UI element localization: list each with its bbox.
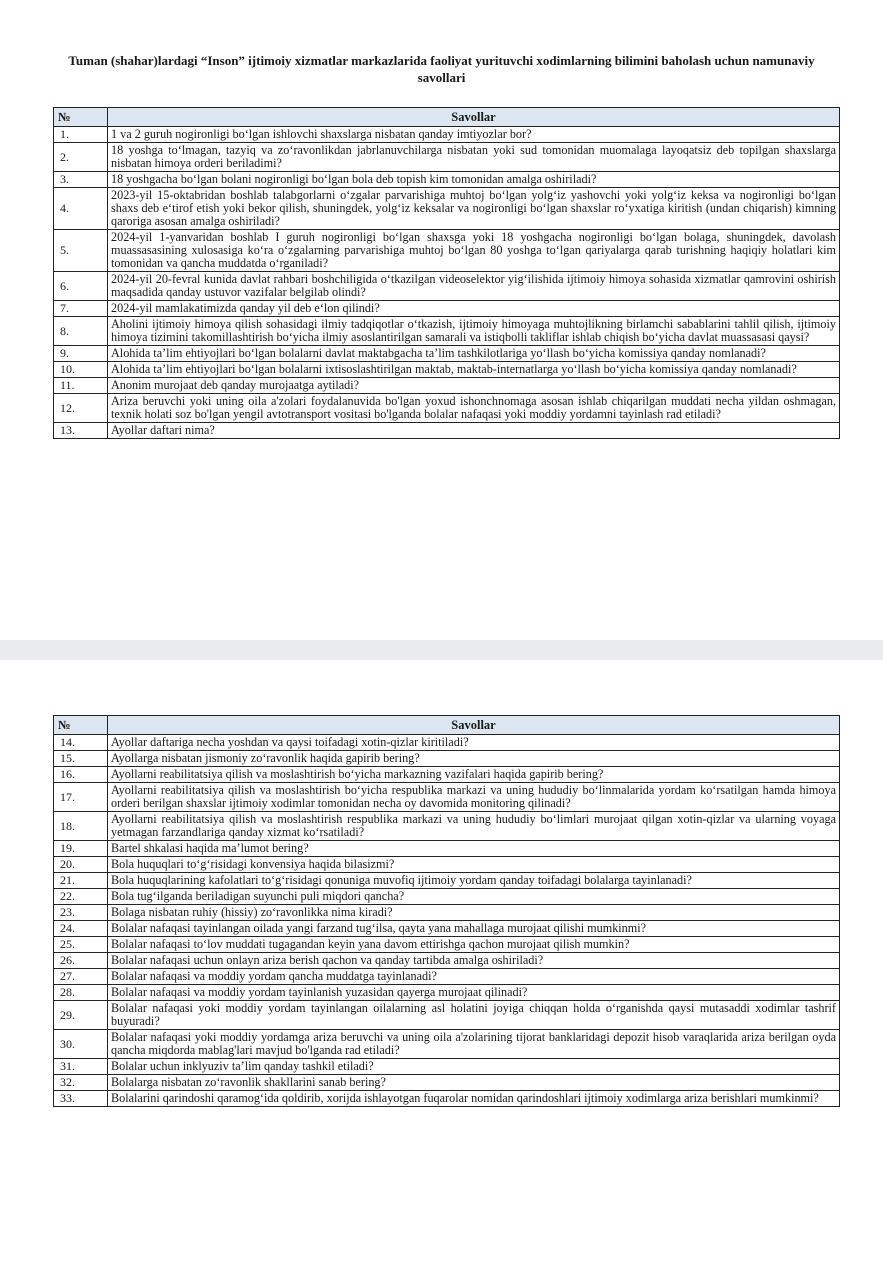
question-text: Bola tug‘ilganda beriladigan suyunchi puli miqdori qancha? [108, 889, 840, 905]
question-number: 5. [54, 230, 108, 272]
number-column-header: № [54, 716, 108, 735]
table-row [54, 127, 840, 143]
question-text: Bolalar nafaqasi to‘lov muddati tugagandan keyin yana davom ettirishga qachon murojaat qilish mumkin? [108, 937, 840, 953]
table-row [54, 751, 840, 767]
question-number: 31. [54, 1059, 108, 1075]
table-row [54, 889, 840, 905]
table-row [54, 301, 840, 317]
question-number: 10. [54, 362, 108, 378]
question-number: 23. [54, 905, 108, 921]
question-text: Ayollarni reabilitatsiya qilish va moslashtirish respublika markazi va uning hududiy bo‘limlari murojaat qilgan xotin-qizlar va ularning voyaga yetmagan farzandlariga qanday xizmat ko‘rsatiladi? [108, 812, 840, 841]
question-number: 13. [54, 423, 108, 439]
question-text: Ayollarni reabilitatsiya qilish va moslashtirish bo‘yicha markazning vazifalari haqida gapirib bering? [108, 767, 840, 783]
question-number: 27. [54, 969, 108, 985]
table-row [54, 969, 840, 985]
question-number: 30. [54, 1030, 108, 1059]
table-row [54, 1030, 840, 1059]
table-row [54, 905, 840, 921]
question-number: 26. [54, 953, 108, 969]
table-row [54, 1059, 840, 1075]
table-row [54, 841, 840, 857]
question-text: Ayollar daftariga necha yoshdan va qaysi toifadagi xotin-qizlar kiritiladi? [108, 735, 840, 751]
question-number: 7. [54, 301, 108, 317]
table-row [54, 1075, 840, 1091]
question-text: 2023-yil 15-oktabridan boshlab talabgorlarni o‘zgalar parvarishiga muhtoj bo‘lgan yolg‘iz yashovchi yoki yolg‘iz keksa va nogironligi bo‘lgan shaxs deb e‘tirof etish yoki bekor qilish, shuningdek, yolg‘iz keksalar va nogironligi bo‘lgan shaxslar ro‘yxatiga kiritish (undan chiqarish) kimning qaroriga asosan amalga oshiriladi? [108, 188, 840, 230]
question-number: 16. [54, 767, 108, 783]
question-text: Bolalarini qarindoshi qaramog‘ida qoldirib, xorijda ishlayotgan fuqarolar nomidan qarindoshlari ijtimoiy xodimlarga ariza berishlari mumkinmi? [108, 1091, 840, 1107]
question-number: 2. [54, 143, 108, 172]
question-text: Bartel shkalasi haqida ma’lumot bering? [108, 841, 840, 857]
table-row [54, 767, 840, 783]
question-number: 29. [54, 1001, 108, 1030]
table-row [54, 346, 840, 362]
question-number: 18. [54, 812, 108, 841]
table-row [54, 1001, 840, 1030]
question-text: 2024-yil 20-fevral kunida davlat rahbari boshchiligida o‘tkazilgan videoselektor yig‘ilishida ijtimoiy himoya sohasida xizmatlar qamrovini oshirish maqsadida qanday ustuvor vazifalar belgilab olindi? [108, 272, 840, 301]
question-text: 18 yoshgacha bo‘lgan bolani nogironligi bo‘lgan bola deb topish kim tomonidan amalga oshiriladi? [108, 172, 840, 188]
table-row [54, 394, 840, 423]
question-number: 21. [54, 873, 108, 889]
table-row [54, 1091, 840, 1107]
table-row [54, 735, 840, 751]
question-text: Bolalarga nisbatan zo‘ravonlik shakllarini sanab bering? [108, 1075, 840, 1091]
question-text: Anonim murojaat deb qanday murojaatga aytiladi? [108, 378, 840, 394]
table-row [54, 143, 840, 172]
table-row [54, 921, 840, 937]
question-number: 3. [54, 172, 108, 188]
table-row [54, 230, 840, 272]
question-number: 8. [54, 317, 108, 346]
table-row [54, 953, 840, 969]
question-text: 2024-yil 1-yanvaridan boshlab I guruh nogironligi bo‘lgan shaxsga yoki 18 yoshgacha nogironligi bo‘lgan bolaga, shuningdek, davolash muassasasining xulosasiga ko‘ra o‘zgalarning parvarishiga muhtoj bo‘lgan 80 yoshga to‘lgan qariyalarga qarab turishning haqiqiy holatlari kim tomonidan va qancha muddatda o‘rganiladi? [108, 230, 840, 272]
question-number: 32. [54, 1075, 108, 1091]
question-text: Alohida ta’lim ehtiyojlari bo‘lgan bolalarni ixtisoslashtirilgan maktab, maktab-internatlarga yo‘llash bo‘yicha komissiya qanday nomlanadi? [108, 362, 840, 378]
table-row [54, 812, 840, 841]
question-number: 25. [54, 937, 108, 953]
question-number: 17. [54, 783, 108, 812]
question-text: Bolalar nafaqasi va moddiy yordam tayinlanish yuzasidan qayerga murojaat qilinadi? [108, 985, 840, 1001]
table-row [54, 857, 840, 873]
question-number: 22. [54, 889, 108, 905]
question-text: Alohida ta’lim ehtiyojlari bo‘lgan bolalarni davlat maktabgacha ta’lim tashkilotlariga yo‘llash bo‘yicha komissiya qanday nomlanadi? [108, 346, 840, 362]
question-number: 28. [54, 985, 108, 1001]
table-row [54, 172, 840, 188]
table-row [54, 317, 840, 346]
table-row [54, 783, 840, 812]
question-number: 4. [54, 188, 108, 230]
question-text: Bolalar nafaqasi yoki moddiy yordam tayinlangan oilalarning asl holatini joyiga chiqqan holda o‘rganishda qaysi mutasaddi xodimlar tashrif buyuradi? [108, 1001, 840, 1030]
question-text: 2024-yil mamlakatimizda qanday yil deb e‘lon qilindi? [108, 301, 840, 317]
question-text: Bolalar nafaqasi va moddiy yordam qancha muddatga tayinlanadi? [108, 969, 840, 985]
table-header-row [54, 716, 840, 735]
question-text: Bolalar nafaqasi uchun onlayn ariza berish qachon va qanday tartibda amalga oshiriladi? [108, 953, 840, 969]
question-text: Bola huquqlarining kafolatlari to‘g‘risidagi qonuniga muvofiq ijtimoiy yordam qanday toifadagi bolalarga tayinlanadi? [108, 873, 840, 889]
questions-column-header: Savollar [108, 108, 840, 127]
questions-column-header: Savollar [108, 716, 840, 735]
question-text: Bolaga nisbatan ruhiy (hissiy) zo‘ravonlikka nima kiradi? [108, 905, 840, 921]
question-number: 11. [54, 378, 108, 394]
question-text: Ariza beruvchi yoki uning oila a'zolari foydalanuvida bo'lgan yoxud ishonchnomaga asosan ishlab chiqarilgan muddati necha yildan oshmagan, texnik holati soz bo'lgan yengil avtotransport vositasi bo'lganda bolalar nafaqasi yoki moddiy yordamni tayinlash rad etiladi? [108, 394, 840, 423]
questions-table-1 [53, 107, 840, 439]
table-row [54, 937, 840, 953]
table-row [54, 985, 840, 1001]
question-text: Bolalar uchun inklyuziv ta’lim qanday tashkil etiladi? [108, 1059, 840, 1075]
number-column-header: № [54, 108, 108, 127]
question-number: 6. [54, 272, 108, 301]
table-row [54, 272, 840, 301]
questions-table-2 [53, 715, 840, 1107]
question-number: 19. [54, 841, 108, 857]
table-header-row [54, 108, 840, 127]
document-page-2 [0, 660, 883, 1280]
question-text: Aholini ijtimoiy himoya qilish sohasidagi ilmiy tadqiqotlar o‘tkazish, ijtimoiy himoyaga muhtojlikning birlamchi sabablarini tahlil qilish, ijtimoiy himoya tizimini takomillashtirish bo‘yicha ilmiy asoslantirilgan samarali va istiqbolli takliflar ishlab chiqish bo‘yicha davlat muassasasi qaysi? [108, 317, 840, 346]
document-title: Tuman (shahar)lardagi “Inson” ijtimoiy xizmatlar markazlarida faoliyat yurituvchi xodimlarning bilimini baholash uchun namunaviy savollari [68, 53, 815, 85]
table-row [54, 423, 840, 439]
question-text: Bola huquqlari to‘g‘risidagi konvensiya haqida bilasizmi? [108, 857, 840, 873]
table-row [54, 188, 840, 230]
question-text: Ayollarga nisbatan jismoniy zo‘ravonlik haqida gapirib bering? [108, 751, 840, 767]
question-number: 24. [54, 921, 108, 937]
question-text: 18 yoshga to‘lmagan, tazyiq va zo‘ravonlikdan jabrlanuvchilarga nisbatan yoki sud tomonidan muomalaga layoqatsiz deb topilgan shaxslarga nisbatan himoya orderi beriladimi? [108, 143, 840, 172]
question-number: 33. [54, 1091, 108, 1107]
question-text: Bolalar nafaqasi tayinlangan oilada yangi farzand tug‘ilsa, qayta yana mahallaga murojaat qilishi mumkinmi? [108, 921, 840, 937]
table-row [54, 873, 840, 889]
question-number: 12. [54, 394, 108, 423]
question-number: 20. [54, 857, 108, 873]
table-row [54, 362, 840, 378]
table-row [54, 378, 840, 394]
question-number: 15. [54, 751, 108, 767]
question-text: Bolalar nafaqasi yoki moddiy yordamga ariza beruvchi va uning oila a'zolarining tijorat banklaridagi depozit hisob varaqlarida ariza berilgan oyda qancha miqdorda mablag'lari mavjud bo'lganda rad etiladi? [108, 1030, 840, 1059]
question-number: 14. [54, 735, 108, 751]
question-text: Ayollar daftari nima? [108, 423, 840, 439]
question-number: 9. [54, 346, 108, 362]
question-text: 1 va 2 guruh nogironligi bo‘lgan ishlovchi shaxslarga nisbatan qanday imtiyozlar bor? [108, 127, 840, 143]
question-number: 1. [54, 127, 108, 143]
question-text: Ayollarni reabilitatsiya qilish va moslashtirish bo‘yicha respublika markazi va uning hududiy bo‘linmalarida yordam ko‘rsatilgan hamda himoya orderi berilgan shaxslar ijtimoiy xodimlar tomonidan necha oy davomida monitoring qilinadi? [108, 783, 840, 812]
